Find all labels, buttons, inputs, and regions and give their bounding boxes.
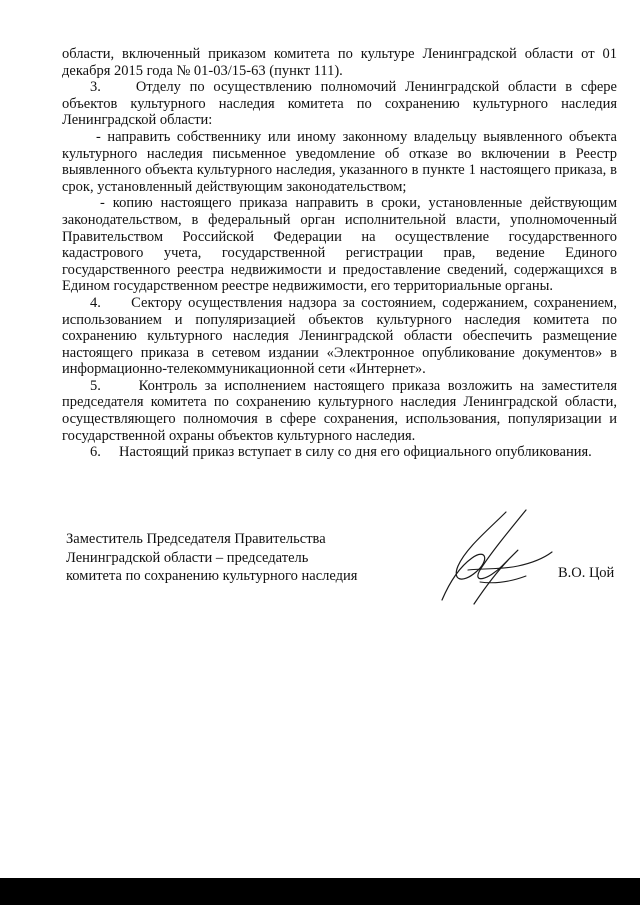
signatory-name: В.О. Цой [558,565,615,581]
signatory-position [66,530,357,586]
document-body [62,46,617,461]
paragraph-notify-owner: - направить собственнику или иному законному владельцу выявленного объекта культурного наследия письменное уведомление об отказе во включении в Реестр выявленного объекта культурного наследия, указанного в пункте 1 настоящего приказа, в срок, установленный действующим законодательством; [62,128,617,195]
handwritten-signature [428,508,558,608]
paragraph-item-5: 5. Контроль за исполнением настоящего приказа возложить на заместителя председателя комитета по сохранению культурного наследия Ленинградской области, осуществляющего полномочия в сфере сохранения, использования, популяризации и государственной охраны объектов культурного наследия. [62,377,617,444]
signatory-position-line-2: Ленинградской области – председатель [66,549,309,566]
scan-border-bar [0,878,640,905]
signatory-position-line-3: комитета по сохранению культурного наследия [66,568,358,584]
paragraph-item-3: 3. Отделу по осуществлению полномочий Ленинградской области в сфере объектов культурного наследия комитета по сохранению культурного наследия Ленинградской области: [62,79,617,129]
paragraph-continuation: области, включенный приказом комитета по культуре Ленинградской области от 01 декабря 2015 года № 01-03/15-63 (пункт 111). [62,46,617,79]
paragraph-item-4: 4. Сектору осуществления надзора за состоянием, содержанием, сохранением, использованием и популяризацией объектов культурного наследия комитета по сохранению культурного наследия Ленинградской области обеспечить размещение настоящего приказа в сетевом издании «Электронное опубликование документов» в информационно-телекоммуникационной сети «Интернет». [62,294,617,378]
paragraph-item-6: 6. Настоящий приказ вступает в силу со дня его официального опубликования. [90,444,592,461]
signatory-position-line-1: Заместитель Председателя Правительства [66,531,326,547]
paragraph-send-copy: - копию настоящего приказа направить в сроки, установленные действующим законодательством, в федеральный орган исполнительной власти, уполномоченный Правительством Российской Федерации на осуществление государственного кадастрового учета, государственной регистрации прав, ведение Единого государственного реестра недвижимости и предоставление сведений, содержащихся в Едином государственном реестре недвижимости, его территориальные органы. [62,195,617,295]
